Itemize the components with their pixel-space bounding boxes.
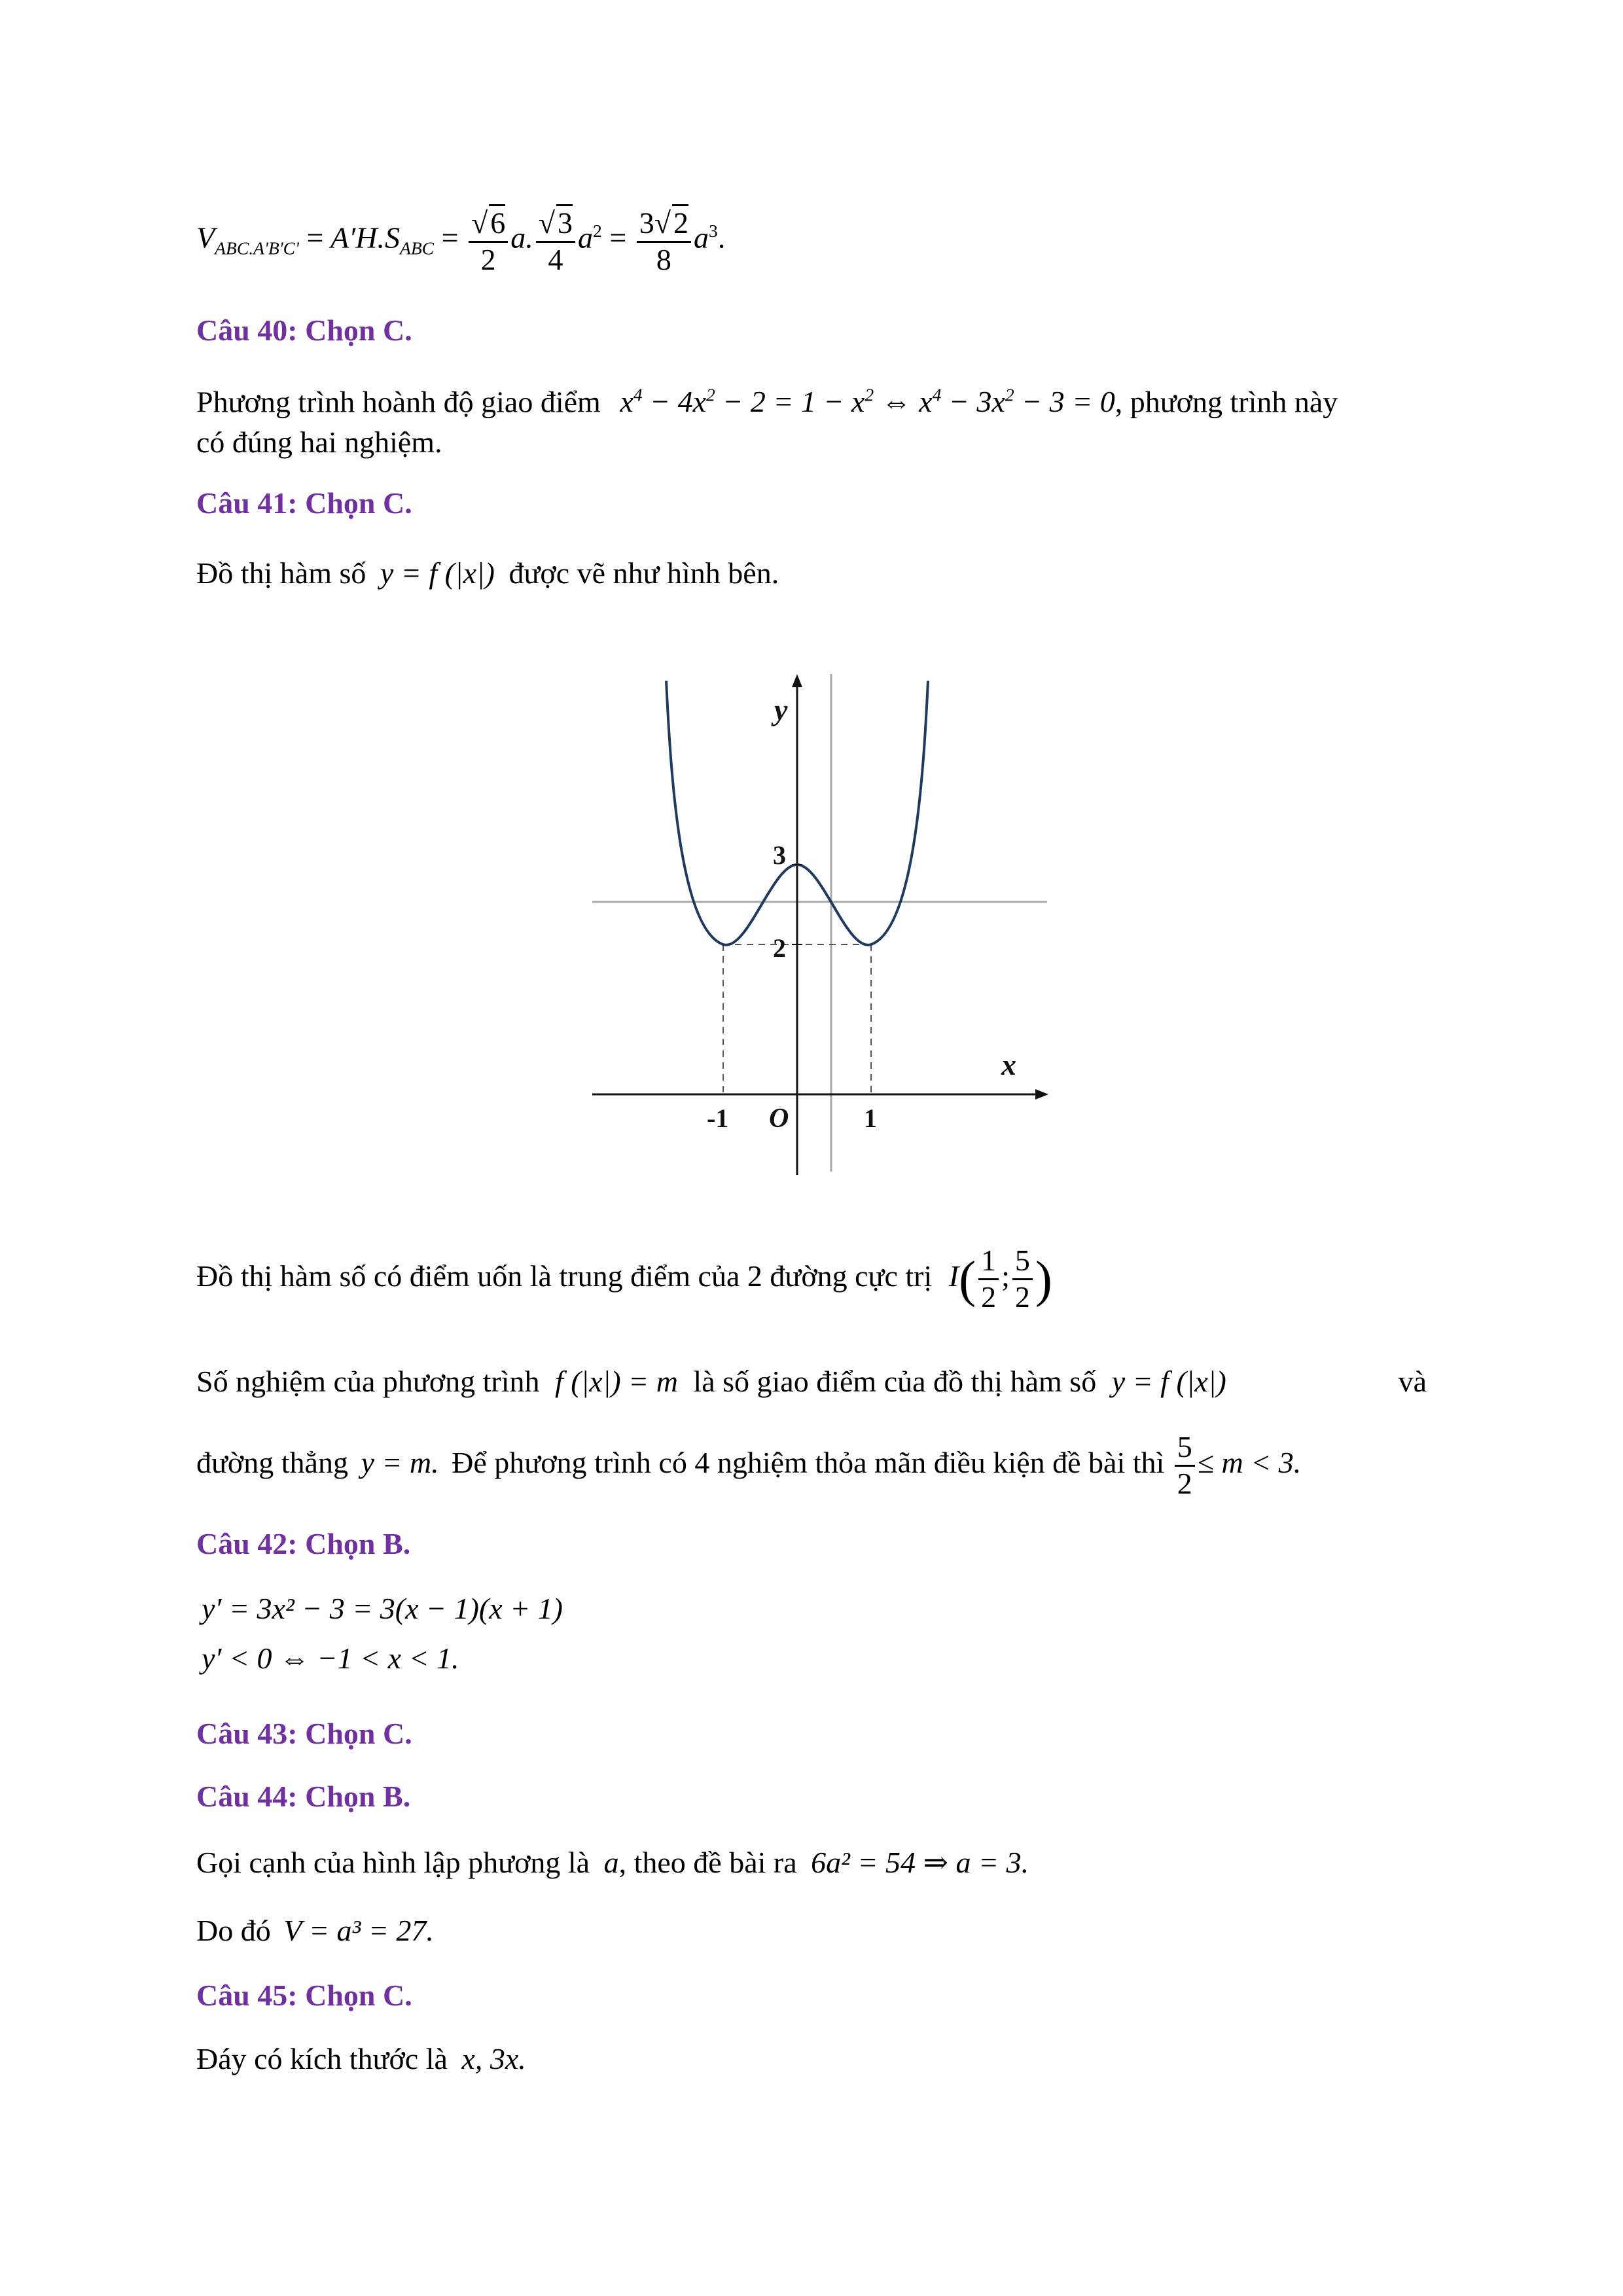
q41-line-equation: y = m. xyxy=(361,1445,439,1479)
y-axis-arrow xyxy=(792,674,802,687)
q41-condition-inequality: ≤ m < 3. xyxy=(1197,1445,1302,1479)
fraction-5-over-2-condition: $\frac{5}{2}$ xyxy=(1175,1430,1195,1501)
tick-label-1: 1 xyxy=(864,1103,877,1133)
heading-cau-43: Câu 43: Chọn C. xyxy=(196,1717,412,1750)
q42-inequality: y′ < 0 ⇔ −1 < x < 1. xyxy=(202,1641,459,1675)
fraction-sqrt6-over-2: $\frac{√6}{2}$ xyxy=(469,204,508,278)
formula-a: a. xyxy=(510,221,533,255)
q41-roots-text-mid: là số giao điểm của đồ thị hàm số xyxy=(693,1365,1097,1398)
q40-tail: , phương trình này xyxy=(1115,385,1338,419)
fraction-3sqrt2-over-8: $\frac{3√2}{8}$ xyxy=(637,204,691,278)
q44-line1 xyxy=(196,1846,1029,1880)
q45-dimensions: x, 3x. xyxy=(461,2042,526,2075)
q41-condition-text: đường thẳng xyxy=(196,1445,348,1479)
fraction-5-over-2: $\frac{5}{2}$ xyxy=(1012,1244,1033,1315)
heading-cau-41: Câu 41: Chọn C. xyxy=(196,486,412,520)
fraction-denominator: 2 xyxy=(480,242,496,276)
fraction-1-over-2: $\frac{1}{2}$ xyxy=(978,1244,999,1315)
q41-condition xyxy=(196,1430,1301,1501)
q40-equation: $x^4 - 4x^2 - 2 = 1 - x^2$ ⇔ $x^4 - 3x^2 - 3 = 0$ xyxy=(620,385,1115,419)
formula-a: a xyxy=(694,221,709,255)
formula-equals: = xyxy=(441,221,459,255)
fraction-denominator: 8 xyxy=(656,242,671,276)
q44-text-mid: , theo đề bài ra xyxy=(618,1846,797,1879)
formula-equals: = xyxy=(306,221,324,255)
exponent: 3 xyxy=(709,221,718,242)
formula-a: a xyxy=(578,221,594,255)
tick-label-2: 2 xyxy=(773,933,786,963)
sqrt-radicand: 6 xyxy=(489,204,505,241)
q41-roots-equation: f (|x|) = m xyxy=(555,1365,678,1398)
point-I-label: I xyxy=(948,1259,959,1293)
heading-cau-44: Câu 44: Chọn B. xyxy=(196,1780,411,1813)
fraction-sqrt3-over-4: $\frac{√3}{4}$ xyxy=(536,204,575,278)
formula-V-subscript: ABC.A'B'C' xyxy=(215,238,299,259)
x-axis-label: x xyxy=(1001,1048,1016,1081)
q44-volume: V = a³ = 27. xyxy=(283,1914,434,1947)
q45-text: Đáy có kích thước là xyxy=(196,2042,448,2075)
origin-label: O xyxy=(769,1103,789,1134)
q41-roots-function: y = f (|x|) xyxy=(1111,1365,1226,1398)
heading-cau-40: Câu 40: Chọn C. xyxy=(196,314,412,347)
q44-line2 xyxy=(196,1914,434,1948)
q44-variable-a: a xyxy=(603,1846,619,1879)
tick-label-3: 3 xyxy=(773,840,786,870)
sqrt-radicand: 2 xyxy=(672,204,688,241)
point-separator: ; xyxy=(1001,1259,1010,1293)
heading-cau-42: Câu 42: Chọn B. xyxy=(196,1527,411,1560)
q40-text: Phương trình hoành độ giao điểm xyxy=(196,385,601,419)
q41-roots xyxy=(196,1365,1427,1399)
formula-S-subscript: ABC xyxy=(399,238,435,259)
y-axis-label: y xyxy=(774,693,788,726)
q41-intro-text-end: được vẽ như hình bên. xyxy=(508,556,779,590)
q40-line1 xyxy=(196,385,1427,420)
fraction-coefficient: 3 xyxy=(639,206,654,240)
volume-formula xyxy=(196,204,725,278)
q41-intro xyxy=(196,556,779,591)
formula-V: V xyxy=(196,221,215,255)
q45-line1 xyxy=(196,2042,526,2077)
tick-label-neg1: -1 xyxy=(707,1103,729,1133)
q44-text-result: Do đó xyxy=(196,1914,271,1947)
q41-roots-text: Số nghiệm của phương trình xyxy=(196,1365,540,1398)
formula-period: . xyxy=(717,221,726,255)
formula-S: S xyxy=(384,221,400,255)
fraction-denominator: 4 xyxy=(548,242,563,276)
formula-equals: = xyxy=(609,221,627,255)
q41-inflection-text: Đồ thị hàm số có điểm uốn là trung điểm của 2 đường cực trị xyxy=(196,1259,933,1293)
q44-text: Gọi cạnh của hình lập phương là xyxy=(196,1846,590,1879)
q40-line2: có đúng hai nghiệm. xyxy=(196,425,442,459)
formula-dot: . xyxy=(377,221,385,255)
x-axis-arrow xyxy=(1035,1089,1048,1100)
q41-intro-function: y = f (|x|) xyxy=(380,556,495,590)
q41-roots-and: và xyxy=(1398,1365,1427,1398)
formula-AH: A′H xyxy=(330,221,378,255)
q41-condition-text-mid: Để phương trình có 4 nghiệm thỏa mãn điều kiện đề bài thì xyxy=(452,1445,1165,1479)
function-graph xyxy=(576,661,1054,1185)
q41-inflection: Đồ thị hàm số có điểm uốn là trung điểm của 2 đường cực trị I( $\frac{1}{2}$ ; $\frac{5}{2}$ ) xyxy=(196,1244,1052,1314)
sqrt-radicand: 3 xyxy=(556,204,573,241)
exponent: 2 xyxy=(593,221,602,242)
q42-derivative: y′ = 3x² − 3 = 3(x − 1)(x + 1) xyxy=(202,1592,563,1625)
q44-equation: 6a² = 54 ⇒ a = 3. xyxy=(811,1846,1029,1879)
heading-cau-45: Câu 45: Chọn C. xyxy=(196,1979,412,2012)
q41-intro-text: Đồ thị hàm số xyxy=(196,556,366,590)
